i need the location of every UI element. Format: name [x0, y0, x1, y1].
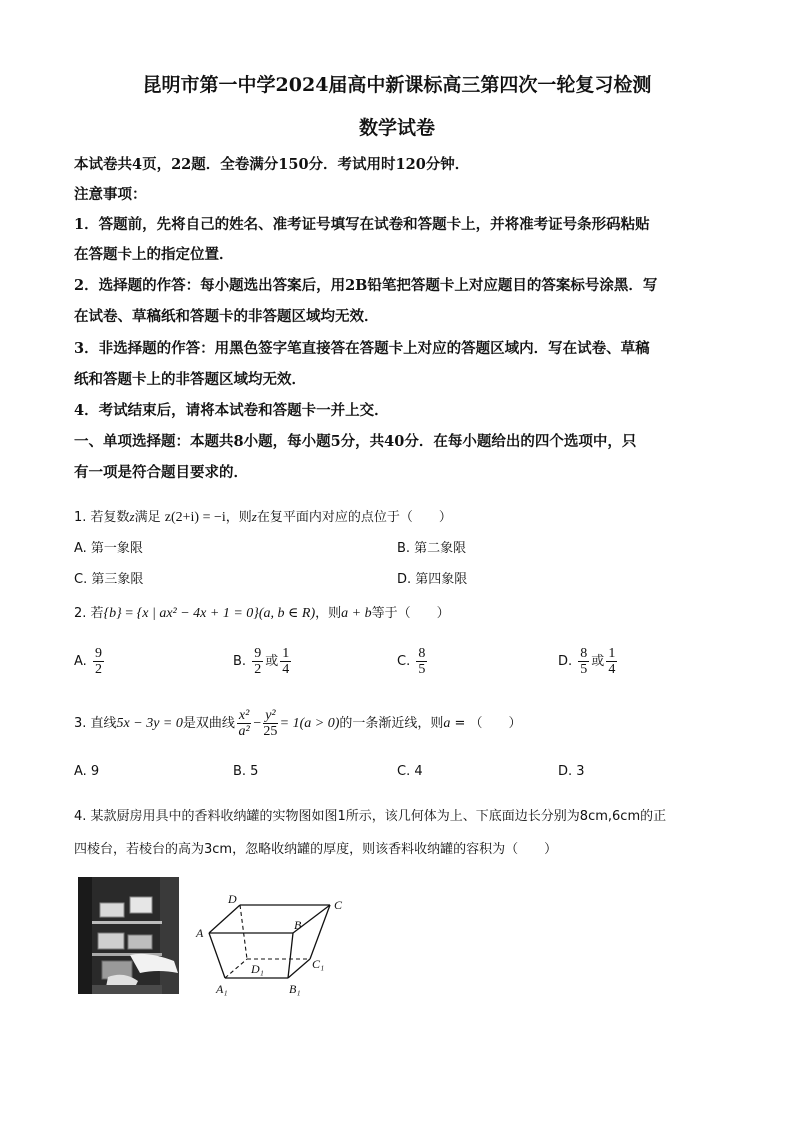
q2-option-c-label: C.: [397, 654, 411, 669]
notes-heading: 注意事项：: [74, 186, 147, 203]
fraction-numerator: 8: [580, 646, 588, 661]
edge-AD: [209, 905, 240, 933]
edge-A1D1: [225, 959, 247, 978]
vertex-label-c: C: [334, 898, 343, 912]
fraction-numerator: 1: [608, 646, 616, 661]
question-4-line-1: 4. 某款厨房用具中的香料收纳罐的实物图如图1所示，该几何体为上、下底面边长分别为8cm,6cm的正: [74, 809, 667, 824]
q2-option-d-fraction-2: [606, 646, 617, 677]
fraction-numerator: 1: [282, 646, 290, 661]
q2-option-d-or: 或: [591, 654, 605, 669]
question-1: [74, 506, 452, 526]
q3-var-a: a: [443, 716, 451, 731]
q1-mid: 满足: [134, 510, 161, 525]
q1-tail-1: ，则: [225, 510, 252, 525]
q3-minus: −: [253, 716, 262, 731]
note-1-line-2: 在答题卡上的指定位置．: [74, 246, 234, 263]
q2-option-b-fraction-2: [280, 646, 291, 677]
q3-equation-rest: = 1(a > 0): [279, 716, 340, 731]
q2-eq-sign: =: [121, 606, 137, 621]
q3-mid: 是双曲线: [182, 716, 235, 731]
q2-tail-1: ，则: [315, 606, 342, 621]
edge-BB1: [288, 933, 293, 978]
edge-DD1: [240, 905, 247, 959]
q2-option-d-fraction-1: [578, 646, 589, 677]
frustum-diagram: [192, 890, 362, 1000]
fraction-numerator: 9: [254, 646, 262, 661]
note-1-line-1: 1．答题前，先将自己的姓名、准考证号填写在试卷和答题卡上，并将准考证号条形码粘贴: [74, 216, 650, 233]
fraction-numerator: 9: [94, 646, 102, 661]
q3-option-b: B. 5: [233, 764, 259, 779]
exam-title: 昆明市第一中学2024届高中新课标高三第四次一轮复习检测: [142, 74, 652, 96]
q2-option-c-fraction: [416, 646, 427, 677]
fraction-denominator: a²: [238, 724, 250, 739]
section-1-line-1: 一、单项选择题：本题共8小题，每小题5分，共40分．在每小题给出的四个选项中，只: [74, 433, 637, 450]
q1-var-z: z: [129, 509, 135, 524]
q1-option-b: B. 第二象限: [397, 541, 467, 556]
question-2: [74, 602, 450, 622]
q1-option-a: A. 第一象限: [74, 541, 143, 556]
q3-tail-1: 的一条渐近线，则: [339, 716, 444, 731]
fraction-denominator: 4: [608, 662, 616, 677]
fraction-numerator: 8: [418, 646, 426, 661]
note-2-line-1: 2．选择题的作答：每小题选出答案后，用2B铅笔把答题卡上对应题目的答案标号涂黑．写: [74, 277, 658, 294]
q3-option-a: A. 9: [74, 764, 100, 779]
q3-option-c: C. 4: [397, 764, 423, 779]
spice-jar-photo: [78, 877, 179, 994]
fraction-numerator: x²: [238, 708, 250, 723]
q1-equation: z(2+i) = −i: [164, 510, 226, 525]
q3-hyperbola-x-term: [237, 708, 251, 739]
vertex-label-b: B: [294, 918, 302, 932]
exam-subtitle: 数学试卷: [358, 117, 435, 139]
intro-text: 本试卷共4页，22题．全卷满分150分．考试用时120分钟．: [74, 156, 470, 173]
vertex-label-a: A: [196, 926, 204, 940]
q2-option-b: [233, 646, 293, 677]
vertex-label-a1: A₁: [216, 982, 228, 996]
q2-set-left: {b}: [103, 606, 122, 621]
q2-condition: (a, b ∈ R): [258, 606, 316, 621]
fraction-denominator: 25: [263, 724, 278, 739]
q2-number: 2. 若: [74, 606, 104, 621]
q2-option-a-fraction: [93, 646, 104, 677]
q2-option-d-label: D.: [558, 654, 573, 669]
vertex-label-c1: C₁: [312, 957, 325, 971]
q1-option-c: C. 第三象限: [74, 572, 144, 587]
q2-option-a: [74, 646, 106, 677]
q3-number: 3. 直线: [74, 716, 117, 731]
fraction-denominator: 5: [418, 662, 426, 677]
fraction-denominator: 4: [282, 662, 290, 677]
edge-AA1: [209, 933, 225, 978]
vertex-label-d: D: [228, 892, 237, 906]
q3-tail-2: = （ ）: [450, 716, 522, 731]
fraction-denominator: 2: [254, 662, 262, 677]
q2-tail-2: 等于（ ）: [371, 606, 450, 621]
fraction-numerator: y²: [265, 708, 276, 723]
q2-expression: a + b: [341, 606, 372, 621]
q1-number: 1. 若复数: [74, 510, 130, 525]
q3-line-equation: 5x − 3y = 0: [116, 716, 183, 731]
q3-option-d: D. 3: [558, 764, 585, 779]
q1-var-z-2: z: [251, 509, 257, 524]
section-1-line-2: 有一项是符合题目要求的．: [74, 464, 248, 481]
q2-option-c: [397, 646, 429, 677]
q3-hyperbola-y-term: [263, 708, 277, 739]
edge-B1C1: [288, 959, 310, 978]
vertex-label-b1: B₁: [289, 982, 301, 996]
fraction-denominator: 5: [580, 662, 588, 677]
q2-option-b-label: B.: [233, 654, 247, 669]
note-4-line-1: 4．考试结束后，请将本试卷和答题卡一并上交．: [74, 402, 389, 419]
q2-option-a-label: A.: [74, 654, 87, 669]
q2-option-d: [558, 646, 619, 677]
question-4-line-2: 四棱台，若棱台的高为3cm，忽略收纳罐的厚度，则该香料收纳罐的容积为（ ）: [74, 842, 558, 857]
q2-option-b-or: 或: [265, 654, 279, 669]
q1-option-d: D. 第四象限: [397, 572, 468, 587]
vertex-label-d1: D₁: [251, 962, 264, 976]
q2-option-b-fraction-1: [252, 646, 263, 677]
question-3: [74, 708, 522, 739]
q1-tail-2: 在复平面内对应的点位于（ ）: [256, 510, 452, 525]
fraction-denominator: 2: [94, 662, 102, 677]
note-3-line-2: 纸和答题卡上的非答题区域均无效．: [74, 371, 306, 388]
note-3-line-1: 3．非选择题的作答：用黑色签字笔直接答在答题卡上对应的答题区域内．写在试卷、草稿: [74, 340, 650, 357]
note-2-line-2: 在试卷、草稿纸和答题卡的非答题区域均无效．: [74, 308, 379, 325]
q2-set-right: {x | ax² − 4x + 1 = 0}: [136, 606, 259, 621]
